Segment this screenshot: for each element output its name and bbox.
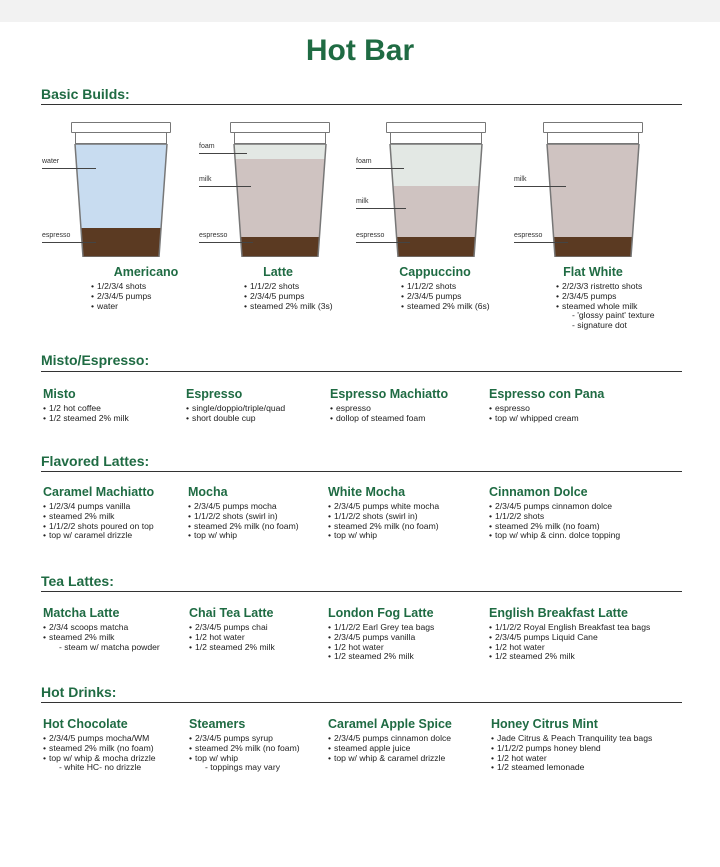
bullet-note: • top w/ caramel drizzle — [43, 531, 154, 541]
bullet-note: • 2/3/4/5 pumps white mocha — [328, 502, 439, 512]
sub-note: - toppings may vary — [189, 763, 300, 773]
drink-notes-cappuccino — [401, 282, 490, 311]
drink-name-chai-tea-latte: Chai Tea Latte — [189, 606, 274, 620]
bullet-note: • steamed 2% milk (6s) — [401, 302, 490, 312]
divider — [41, 371, 682, 372]
drink-notes-honey-citrus-mint — [491, 734, 652, 773]
cup-body — [543, 144, 643, 257]
bullet-note: • top w/ whip — [328, 531, 439, 541]
cup-illustration-cappuccino — [386, 122, 486, 257]
drink-notes-espresso-machiatto — [330, 404, 425, 424]
cup-sleeve-band — [75, 133, 167, 144]
drink-name-flat-white: Flat White — [563, 265, 623, 279]
bullet-note: • steamed apple juice — [328, 744, 451, 754]
bullet-note: • dollop of steamed foam — [330, 414, 425, 424]
bullet-note: • top w/ whip & mocha drizzle — [43, 754, 156, 764]
drink-name-misto: Misto — [43, 387, 76, 401]
section-heading-basic-builds: Basic Builds: — [41, 86, 130, 102]
section-heading-misto-espresso: Misto/Espresso: — [41, 352, 150, 368]
bullet-note: • steamed 2% milk (no foam) — [189, 744, 300, 754]
cup-illustration-latte — [230, 122, 330, 257]
sub-note: - signature dot — [556, 321, 655, 331]
drink-name-espresso-machiatto: Espresso Machiatto — [330, 387, 449, 401]
cup-lid — [71, 122, 171, 133]
bullet-note: • steamed 2% milk (no foam) — [328, 522, 439, 532]
bullet-note: • espresso — [489, 404, 579, 414]
drink-notes-english-breakfast-latte — [489, 623, 650, 662]
divider — [41, 471, 682, 472]
divider — [41, 104, 682, 105]
bullet-note: • 1/1/2/2 shots poured on top — [43, 522, 154, 532]
cup-sleeve-band — [390, 133, 482, 144]
drink-name-espresso-con-pana: Espresso con Pana — [489, 387, 605, 401]
cup-lid — [543, 122, 643, 133]
bullet-note: • 1/2 steamed 2% milk — [489, 652, 650, 662]
water-layer — [71, 144, 171, 228]
espresso-layer — [230, 237, 330, 257]
bullet-note: • top w/ whipped cream — [489, 414, 579, 424]
drink-name-matcha-latte: Matcha Latte — [43, 606, 120, 620]
section-heading-tea-lattes: Tea Lattes: — [41, 573, 114, 589]
drink-notes-london-fog-latte — [328, 623, 434, 662]
callout-line — [356, 168, 404, 169]
bullet-note: • steamed whole milk — [556, 302, 655, 312]
bullet-note: • 2/3/4/5 pumps — [244, 292, 333, 302]
drink-notes-mocha — [188, 502, 299, 541]
bullet-note: • 2/3/4/5 pumps cinnamon dolce — [328, 734, 451, 744]
callout-line — [514, 186, 566, 187]
bullet-note: • 2/3/4/5 pumps — [91, 292, 151, 302]
drink-notes-latte — [244, 282, 333, 311]
drink-name-cappuccino: Cappuccino — [399, 265, 471, 279]
drink-name-white-mocha: White Mocha — [328, 485, 406, 499]
cup-body — [71, 144, 171, 257]
bullet-note: • 1/2 hot water — [328, 643, 434, 653]
cup-label-foam: foam — [199, 143, 215, 150]
espresso-layer — [543, 237, 643, 257]
milk-layer — [386, 186, 486, 237]
drink-name-caramel-apple-spice: Caramel Apple Spice — [328, 717, 452, 731]
bullet-note: • 1/1/2/2 shots (swirl in) — [188, 512, 299, 522]
bullet-note: • 1/2 steamed 2% milk — [189, 643, 275, 653]
bullet-note: • 1/2 steamed lemonade — [491, 763, 652, 773]
divider — [41, 591, 682, 592]
drink-notes-hot-chocolate — [43, 734, 156, 773]
bullet-note: • 1/1/2/2 Royal English Breakfast tea bags — [489, 623, 650, 633]
bullet-note: • steamed 2% milk (3s) — [244, 302, 333, 312]
drink-notes-chai-tea-latte — [189, 623, 275, 652]
foam-layer — [230, 144, 330, 159]
cup-illustration-flat-white — [543, 122, 643, 257]
drink-name-steamers: Steamers — [189, 717, 246, 731]
cup-label-espresso: espresso — [199, 232, 228, 239]
espresso-layer — [386, 237, 486, 257]
drink-notes-flat-white — [556, 282, 655, 331]
drink-notes-americano — [91, 282, 151, 311]
bullet-note: • 1/2/3/4 shots — [91, 282, 151, 292]
bullet-note: • top w/ whip & cinn. dolce topping — [489, 531, 620, 541]
bullet-note: • steamed 2% milk — [43, 633, 160, 643]
drink-notes-misto — [43, 404, 129, 424]
bullet-note: • 1/1/2/2 shots — [401, 282, 490, 292]
cup-label-milk: milk — [199, 176, 212, 183]
top-strip — [0, 0, 720, 22]
drink-name-london-fog-latte: London Fog Latte — [328, 606, 434, 620]
sub-note: - 'glossy paint' texture — [556, 311, 655, 321]
callout-line — [356, 208, 406, 209]
callout-line — [42, 168, 96, 169]
cup-sleeve-band — [547, 133, 639, 144]
cup-label-milk: milk — [356, 198, 369, 205]
cup-label-espresso: espresso — [356, 232, 385, 239]
sub-note: - steam w/ matcha powder — [43, 643, 160, 653]
bullet-note: • 1/2 hot water — [491, 754, 652, 764]
cup-label-water: water — [42, 158, 60, 165]
bullet-note: • top w/ whip & caramel drizzle — [328, 754, 451, 764]
drink-name-caramel-machiatto: Caramel Machiatto — [43, 485, 155, 499]
bullet-note: • steamed 2% milk (no foam) — [188, 522, 299, 532]
sub-note: - white HC- no drizzle — [43, 763, 156, 773]
section-heading-hot-drinks: Hot Drinks: — [41, 684, 117, 700]
divider — [41, 702, 682, 703]
drink-notes-matcha-latte — [43, 623, 160, 652]
drink-name-honey-citrus-mint: Honey Citrus Mint — [491, 717, 598, 731]
bullet-note: • 1/2 hot water — [189, 633, 275, 643]
foam-layer — [386, 144, 486, 186]
drink-notes-steamers — [189, 734, 300, 773]
cup-label-espresso: espresso — [514, 232, 543, 239]
bullet-note: • steamed 2% milk (no foam) — [43, 744, 156, 754]
bullet-note: • 2/3/4/5 pumps Liquid Cane — [489, 633, 650, 643]
cup-label-foam: foam — [356, 158, 372, 165]
bullet-note: • 1/2/3/4 pumps vanilla — [43, 502, 154, 512]
cup-body — [386, 144, 486, 257]
bullet-note: • Jade Citrus & Peach Tranquility tea bags — [491, 734, 652, 744]
bullet-note: • 2/3/4/5 pumps cinnamon dolce — [489, 502, 620, 512]
drink-name-english-breakfast-latte: English Breakfast Latte — [489, 606, 628, 620]
cup-label-espresso: espresso — [42, 232, 71, 239]
cup-lid — [230, 122, 330, 133]
callout-line — [199, 186, 251, 187]
bullet-note: • 2/3/4/5 pumps — [401, 292, 490, 302]
bullet-note: • 2/3/4 scoops matcha — [43, 623, 160, 633]
bullet-note: • 2/3/4/5 pumps mocha — [188, 502, 299, 512]
bullet-note: • steamed 2% milk (no foam) — [489, 522, 620, 532]
drink-notes-cinnamon-dolce — [489, 502, 620, 541]
callout-line — [199, 153, 247, 154]
drink-notes-white-mocha — [328, 502, 439, 541]
bullet-note: • 1/1/2/2 shots — [489, 512, 620, 522]
bullet-note: • 2/3/4/5 pumps chai — [189, 623, 275, 633]
bullet-note: • 2/2/3/3 ristretto shots — [556, 282, 655, 292]
drink-name-latte: Latte — [263, 265, 293, 279]
milk-layer — [543, 144, 643, 237]
cup-body — [230, 144, 330, 257]
milk-layer — [230, 159, 330, 237]
bullet-note: • 1/1/2/2 pumps honey blend — [491, 744, 652, 754]
bullet-note: • short double cup — [186, 414, 285, 424]
bullet-note: • single/doppio/triple/quad — [186, 404, 285, 414]
drink-name-mocha: Mocha — [188, 485, 228, 499]
drink-name-americano: Americano — [113, 265, 179, 279]
callout-line — [199, 242, 253, 243]
bullet-note: • 2/3/4/5 pumps — [556, 292, 655, 302]
cup-lid — [386, 122, 486, 133]
bullet-note: • 1/1/2/2 shots — [244, 282, 333, 292]
bullet-note: • 1/2 hot water — [489, 643, 650, 653]
bullet-note: • water — [91, 302, 151, 312]
cup-label-milk: milk — [514, 176, 527, 183]
bullet-note: • espresso — [330, 404, 425, 414]
bullet-note: • 1/2 steamed 2% milk — [43, 414, 129, 424]
drink-name-hot-chocolate: Hot Chocolate — [43, 717, 128, 731]
drink-notes-espresso — [186, 404, 285, 424]
bullet-note: • 1/1/2/2 shots (swirl in) — [328, 512, 439, 522]
bullet-note: • top w/ whip — [188, 531, 299, 541]
cup-illustration-americano — [71, 122, 171, 257]
bullet-note: • 1/2 hot coffee — [43, 404, 129, 414]
drink-notes-caramel-apple-spice — [328, 734, 451, 763]
bullet-note: • 1/2 steamed 2% milk — [328, 652, 434, 662]
bullet-note: • top w/ whip — [189, 754, 300, 764]
drink-name-cinnamon-dolce: Cinnamon Dolce — [489, 485, 588, 499]
drink-notes-espresso-con-pana — [489, 404, 579, 424]
callout-line — [356, 242, 410, 243]
bullet-note: • 2/3/4/5 pumps vanilla — [328, 633, 434, 643]
cup-sleeve-band — [234, 133, 326, 144]
callout-line — [514, 242, 568, 243]
bullet-note: • 2/3/4/5 pumps mocha/WM — [43, 734, 156, 744]
page-title: Hot Bar — [305, 34, 415, 67]
callout-line — [42, 242, 96, 243]
drink-name-espresso: Espresso — [186, 387, 243, 401]
section-heading-flavored-lattes: Flavored Lattes: — [41, 453, 150, 469]
drink-notes-caramel-machiatto — [43, 502, 154, 541]
bullet-note: • steamed 2% milk — [43, 512, 154, 522]
bullet-note: • 2/3/4/5 pumps syrup — [189, 734, 300, 744]
bullet-note: • 1/1/2/2 Earl Grey tea bags — [328, 623, 434, 633]
